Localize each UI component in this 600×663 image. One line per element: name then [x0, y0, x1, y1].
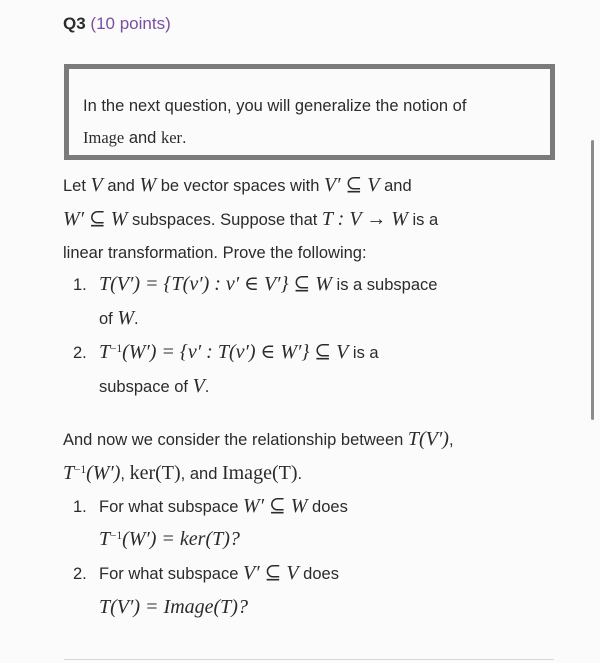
item-number: 2.: [73, 565, 87, 583]
intro-text: be vector spaces with: [156, 177, 324, 195]
relationship-paragraph: [63, 423, 553, 491]
math-V-prime: V′ ⊆ V: [323, 174, 380, 196]
item-number: 1.: [73, 498, 87, 516]
math-sup: −1: [110, 342, 123, 355]
intro-let: Let: [63, 177, 91, 195]
callout-period: .: [182, 129, 187, 147]
item-text-post: does: [298, 565, 339, 583]
divider: [64, 659, 554, 660]
item-text-post: does: [307, 498, 348, 516]
math-image-eq: T(V′) = Image(T)?: [99, 596, 248, 618]
ask-item-2-answer: [99, 592, 248, 623]
item-text: For what subspace: [99, 498, 243, 516]
math-sup: −1: [110, 529, 123, 542]
sep: ,: [120, 465, 130, 483]
relationship-text: And now we consider the relationship between: [63, 431, 408, 449]
math-V: V: [90, 174, 103, 196]
math-W-prime: (W′): [86, 462, 121, 484]
prove-item-2-cont: [99, 371, 209, 402]
callout-text: [83, 91, 548, 154]
cont-end: .: [204, 378, 210, 396]
math-W-prime-subset: W′ ⊆ W: [243, 495, 308, 517]
question-label: Q3: [63, 14, 86, 33]
math-preimage-set: (W′) = {v′ : T(v′) ∈ W′} ⊆ V: [122, 341, 349, 363]
ask-item-1-answer: [99, 524, 240, 555]
math-W: W: [139, 174, 157, 196]
math-V-prime-subset: V′ ⊆ V: [243, 562, 299, 584]
math-T: T: [99, 341, 111, 363]
prove-item-1: [73, 268, 437, 302]
math-image-T: Image(T): [221, 462, 298, 484]
scrollbar[interactable]: [591, 140, 594, 420]
item-number: 1.: [73, 276, 87, 294]
math-W: W: [117, 307, 135, 329]
ker-term: ker: [160, 128, 183, 147]
math-T-V-prime: T(V′): [407, 428, 449, 450]
callout-and: and: [124, 129, 161, 147]
math-T-inverse: T: [63, 462, 75, 484]
intro-line3: linear transformation. Prove the following:: [63, 244, 367, 262]
math-T: T: [99, 528, 111, 550]
and: , and: [180, 465, 222, 483]
intro-subspaces: subspaces. Suppose that: [127, 211, 322, 229]
prove-item-1-cont: [99, 303, 139, 334]
math-preimage-eq-ker: (W′) = ker(T)?: [122, 528, 240, 550]
ask-item-1: [73, 490, 348, 524]
item-text: For what subspace: [99, 565, 243, 583]
math-W-prime: W′ ⊆ W: [63, 208, 128, 230]
image-term: Image: [83, 128, 125, 147]
callout-box: [64, 64, 555, 160]
math-ker-T: ker(T): [129, 462, 181, 484]
period: .: [297, 465, 303, 483]
math-T-image-set: T(V′) = {T(v′) : v′ ∈ V′} ⊆ W: [99, 273, 332, 295]
cont-end: .: [134, 310, 139, 328]
intro-is-a: is a: [407, 211, 439, 229]
callout-line: In the next question, you will generalize the notion of: [83, 97, 467, 115]
math-V: V: [192, 375, 205, 397]
cont-text: of: [99, 310, 118, 328]
math-sup: −1: [74, 463, 87, 476]
item-text: is a: [348, 344, 379, 362]
question-header: [63, 14, 171, 34]
item-text: is a subspace: [331, 276, 438, 294]
math-T-map: T : V → W: [321, 208, 408, 230]
ask-item-2: [73, 557, 339, 591]
item-number: 2.: [73, 344, 87, 362]
prove-item-2: [73, 336, 379, 370]
question-points: (10 points): [90, 14, 171, 33]
intro-and: and: [102, 177, 140, 195]
comma: ,: [448, 431, 454, 449]
intro-paragraph: [63, 169, 553, 270]
cont-text: subspace of: [99, 378, 193, 396]
intro-and2: and: [379, 177, 412, 195]
